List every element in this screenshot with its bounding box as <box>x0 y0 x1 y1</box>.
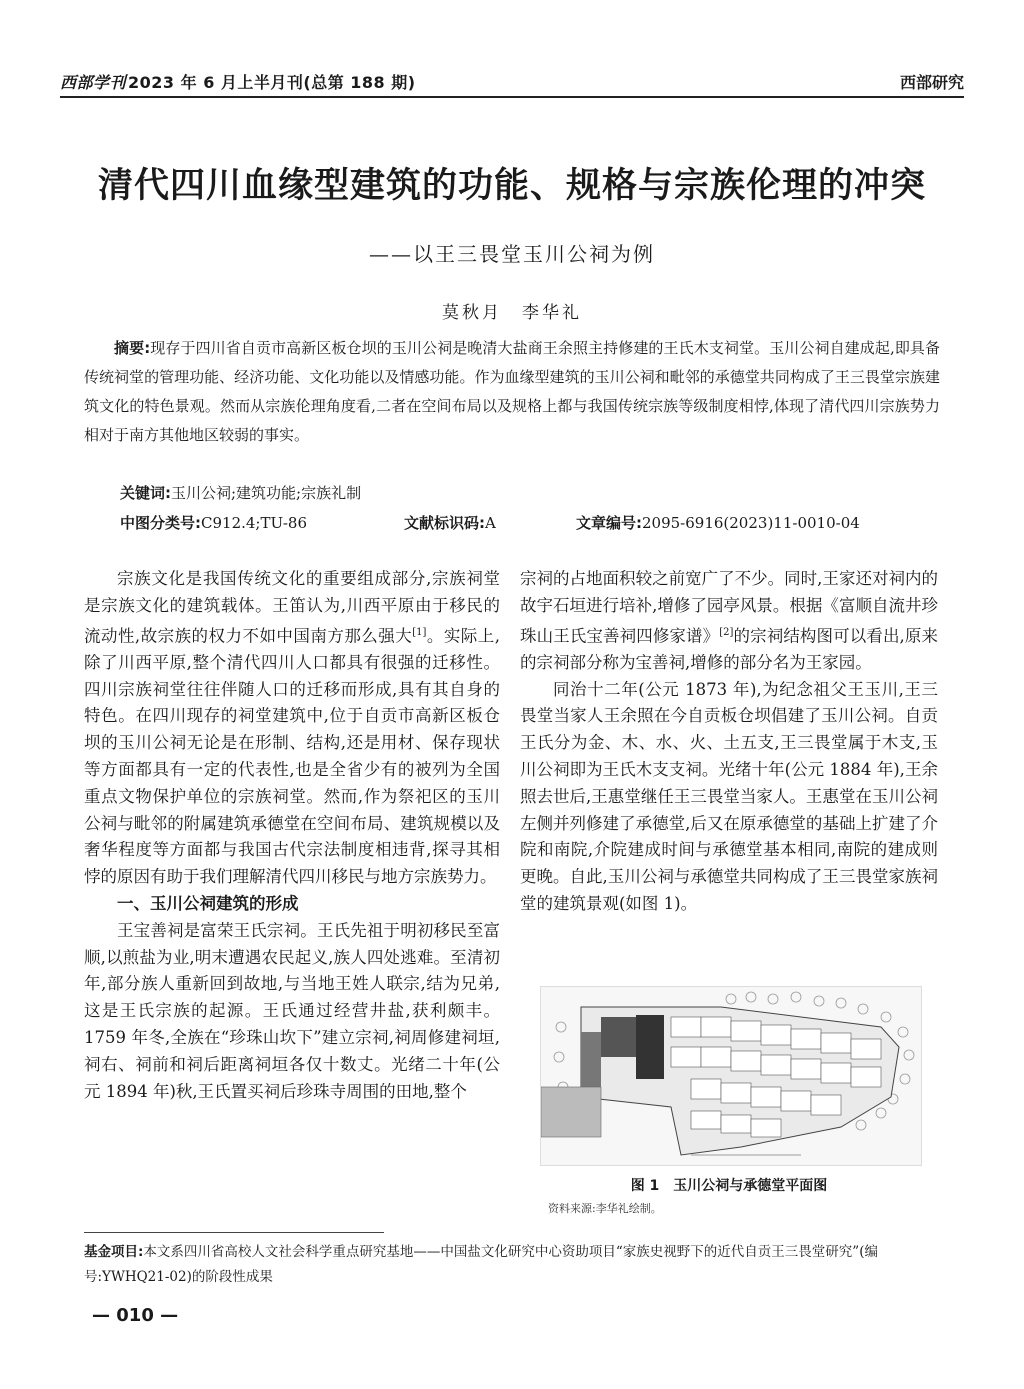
body-right-column <box>520 566 938 918</box>
clc-label: 中图分类号: <box>120 514 201 532</box>
doc-code-value: A <box>485 514 496 532</box>
article-title: 清代四川血缘型建筑的功能、规格与宗族伦理的冲突 <box>97 165 926 206</box>
paragraph: 王宝善祠是富荣王氏宗祠。王氏先祖于明初移民至富顺,以煎盐为业,明末遭遇农民起义,族人四处逃难。至清初年,部分族人重新回到故地,与当地王姓人联宗,结为兄弟,这是王氏宗族的起源。王氏通过经营井盐,获利颇丰。1759 年冬,全族在“珍珠山坎下”建立宗祠,祠周修建祠垣,祠右、祠前和祠后距离祠垣各仅十数丈。光绪二十年(公元 1894 年)秋,王氏置买祠后珍珠寺周围的田地,整个 <box>84 920 500 1101</box>
site-plan-drawing <box>541 987 921 1165</box>
doc-code-label: 文献标识码: <box>404 514 485 532</box>
paragraph-text: 宗祠的占地面积较之前宽广了不少。同时,王家还对祠内的故宇石垣进行培补,增修了园亭风景。根据《富顺自流井珍珠山王氏宝善祠四修家谱》 <box>520 569 938 646</box>
footnote-divider <box>84 1232 384 1233</box>
journal-logo: 西部学刊 <box>60 73 127 92</box>
abstract-text: 现存于四川省自贡市高新区板仓坝的玉川公祠是晚清大盐商王余照主持修建的王氏木支祠堂。玉川公祠自建成起,即具备传统祠堂的管理功能、经济功能、文化功能以及情感功能。作为血缘型建筑的玉川公祠和毗邻的承德堂共同构成了王三畏堂宗族建筑文化的特色景观。然而从宗族伦理角度看,二者在空间布局以及规格上都与我国传统宗族等级制度相悖,体现了清代四川宗族势力相对于南方其他地区较弱的事实。 <box>84 339 941 444</box>
figure-caption: 图 1 玉川公祠与承德堂平面图 <box>630 1178 828 1194</box>
figure-source: 资料来源:李华礼绘制。 <box>548 1202 662 1215</box>
funding-label: 基金项目: <box>84 1244 144 1260</box>
citation-ref: [1] <box>412 626 427 638</box>
site-plan-figure <box>540 986 922 1166</box>
journal-issue <box>60 70 416 93</box>
keywords-text: 玉川公祠;建筑功能;宗族礼制 <box>171 484 362 502</box>
paragraph: 同治十二年(公元 1873 年),为纪念祖父王玉川,王三畏堂当家人王余照在今自贡板仓坝倡建了玉川公祠。自贡王氏分为金、木、水、火、土五支,王三畏堂属于木支,玉川公祠即为王氏木支支祠。光绪十年(公元 1884 年),王余照去世后,王惠堂继任王三畏堂当家人。王惠堂在玉川公祠左侧并列修建了承德堂,后又在原承德堂的基础上扩建了介院和南院,介院建成时间与承德堂基本相同,南院的建成则更晚。自此,玉川公祠与承德堂共同构成了王三畏堂家族祠堂的建筑景观(如图 1)。 <box>520 679 938 914</box>
paragraph-text: 的宗祠结构图可以看出,原来的宗祠部分称为宝善祠,增修的部分名为王家园。 <box>520 626 939 672</box>
keywords <box>120 482 361 503</box>
citation-ref: [2] <box>719 626 734 638</box>
funding-text: 本文系四川省高校人文社会科学重点研究基地——中国盐文化研究中心资助项目“家族史视野下的近代自贡王三畏堂研究”(编号:YWHQ21-02)的阶段性成果 <box>84 1244 878 1285</box>
abstract <box>84 334 940 450</box>
article-no-label: 文章编号: <box>576 514 642 532</box>
page-number: — 010 — <box>92 1305 179 1326</box>
running-header <box>60 62 964 98</box>
paragraph-text: 宗族文化是我国传统文化的重要组成部分,宗族祠堂是宗族文化的建筑载体。王笛认为,川西平原由于移民的流动性,故宗族的权力不如中国南方那么强大 <box>84 569 500 646</box>
authors: 莫秋月 李华礼 <box>442 303 582 323</box>
keywords-label: 关键词: <box>120 484 171 502</box>
abstract-label: 摘要: <box>114 339 151 357</box>
issue-info: 2023 年 6 月上半月刊(总第 188 期) <box>128 73 416 92</box>
section-heading: 一、玉川公祠建筑的形成 <box>117 894 299 914</box>
article-no-value: 2095-6916(2023)11-0010-04 <box>642 514 860 532</box>
funding-note <box>84 1240 940 1290</box>
clc-value: C912.4;TU-86 <box>201 514 308 532</box>
paragraph <box>84 566 500 891</box>
section-name: 西部研究 <box>899 73 964 92</box>
paragraph-text: 。实际上,除了川西平原,整个清代四川人口都具有很强的迁移性。四川宗族祠堂往往伴随人口的迁移而形成,具有其自身的特色。在四川现存的祠堂建筑中,位于自贡市高新区板仓坝的玉川公祠无论是在形制、结构,还是用材、保存现状等方面都具有一定的代表性,也是全省少有的被列为全国重点文物保护单位的宗族祠堂。然而,作为祭祀区的玉川公祠与毗邻的附属建筑承德堂在空间布局、建筑规模以及奢华程度等方面都与我国古代宗法制度相违背,探寻其相悖的原因有助于我们理解清代四川移民与地方宗族势力。 <box>84 626 501 887</box>
paragraph <box>520 566 938 677</box>
body-left-column <box>84 566 500 1105</box>
article-subtitle: ——以王三畏堂玉川公祠为例 <box>369 242 655 266</box>
